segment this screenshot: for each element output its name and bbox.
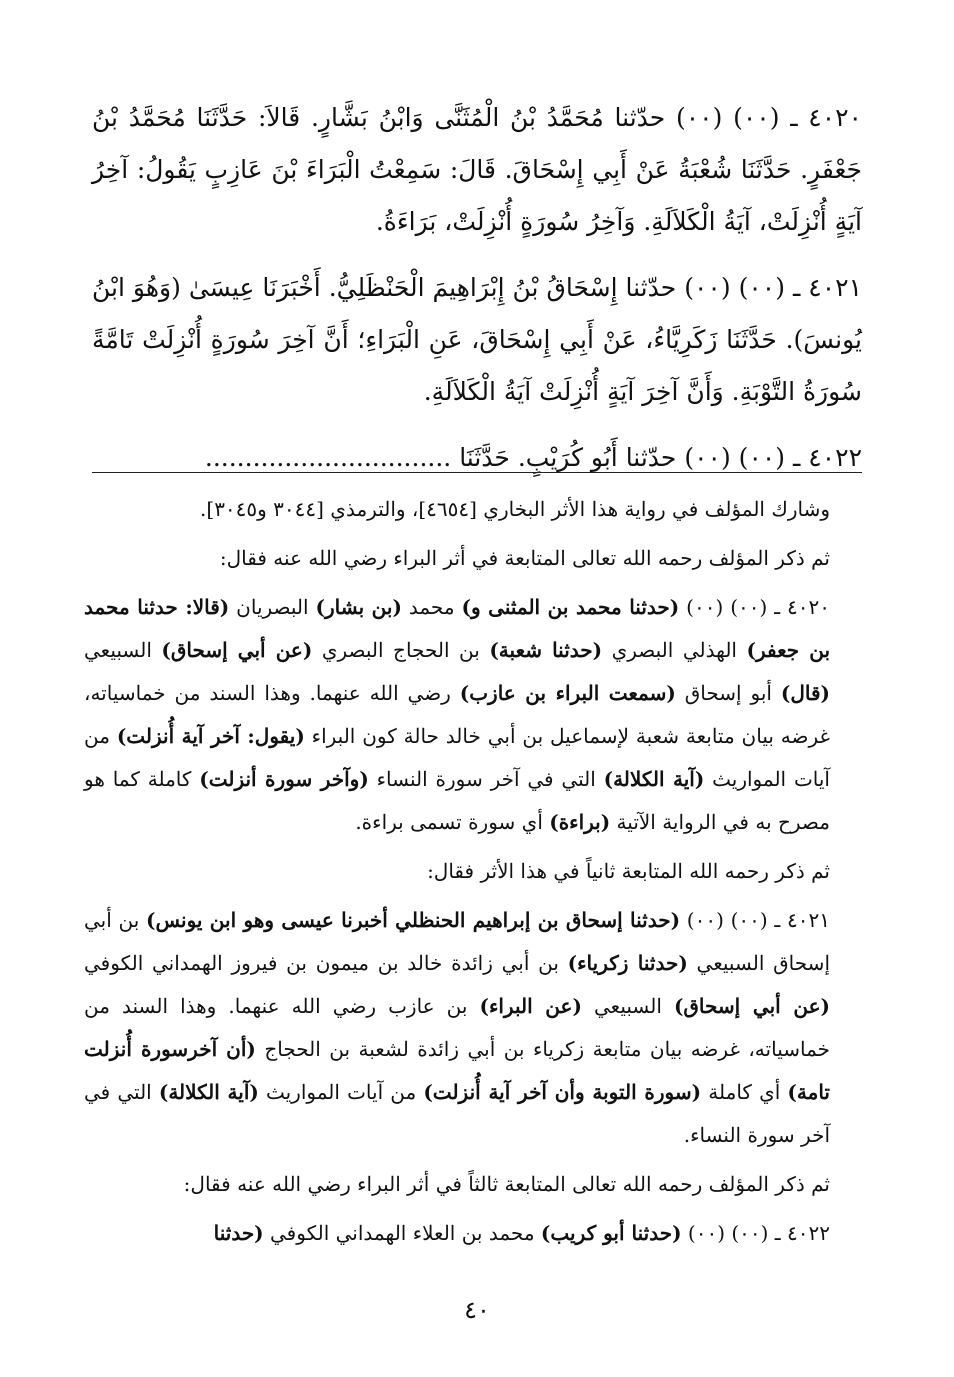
bold-run: (آية الكلالة)	[158, 1080, 259, 1104]
bold-run: (وآخر سورة أنزلت)	[199, 767, 369, 791]
text-run: ٤٠٢١ ـ (٠٠) (٠٠)	[680, 908, 830, 932]
commentary-section	[84, 488, 870, 1261]
hadith-4020	[92, 92, 862, 248]
text-run: محمد	[401, 595, 462, 619]
text-run: بن الحجاج البصري	[312, 638, 490, 662]
bold-run: (يقول: آخر آية أُنزلت)	[116, 724, 305, 748]
commentary-4020	[84, 586, 870, 844]
bold-run: (قال)	[780, 681, 830, 705]
commentary-heading: ثم ذكر المؤلف رحمه الله تعالى المتابعة في أثر البراء رضي الله عنه فقال:	[219, 546, 830, 570]
hadith-body: حدّثنا أَبُو كُرَيْبٍ. حَدَّثَنَا ...............................	[204, 443, 677, 472]
commentary-4021	[84, 899, 870, 1157]
text-run: بن أبي إسحاق السبيعي	[84, 908, 831, 975]
text-run: أي سورة تسمى براءة.	[355, 810, 550, 834]
text-run: التي في آخر سورة النساء	[368, 767, 604, 791]
text-run: السبيعي	[581, 994, 674, 1018]
text-run: أبو إسحاق	[675, 681, 781, 705]
hadith-body: حدّثنا مُحَمَّدُ بْنُ الْمُثَنَّى وَابْنُ بَشَّارٍ. قَالاَ: حَدَّثَنَا مُحَمَّدُ بْنُ جَعْفَرٍ. حَدَّثَنَا شُعْبَةُ عَنْ أَبِي إِسْحَاقَ. قَالَ: سَمِعْتُ الْبَرَاءَ بْنَ عَازِبٍ يَقُولُ: آخِرُ آيَةٍ أُنْزِلَتْ، آيَةُ الْكَلاَلَةِ. وَآخِرُ سُورَةٍ أُنْزِلَتْ، بَرَاءَةُ.	[92, 103, 862, 236]
text-run: ٤٠٢٢ ـ (٠٠) (٠٠)	[681, 1221, 830, 1245]
bold-run: (عن البراء)	[479, 994, 582, 1018]
bold-run: (عن أبي إسحاق)	[673, 994, 830, 1018]
text-run: أي كاملة	[701, 1080, 788, 1104]
text-run: بن عازب رضي الله عنهما. وهذا السند من خماسياته، غرضه بيان متابعة زكرياء بن أبي زائدة لشعبة بن الحجاج	[84, 994, 831, 1061]
hadith-4021	[92, 262, 862, 418]
text-run: من آيات المواريث	[84, 724, 830, 791]
hadith-number: ٤٠٢٠ ـ (٠٠) (٠٠)	[675, 103, 862, 132]
hadith-text-section	[92, 92, 862, 498]
bold-run: (حدثنا شعبة)	[489, 638, 603, 662]
text-run: السبيعي	[84, 638, 162, 662]
bold-run: (براءة)	[549, 810, 611, 834]
bold-run: (سمعت البراء بن عازب)	[459, 681, 676, 705]
hadith-4022	[92, 432, 862, 484]
commentary-4022	[84, 1212, 870, 1255]
text-run: محمد بن العلاء الهمداني الكوفي	[263, 1221, 541, 1245]
text-run: بن أبي زائدة خالد بن ميمون بن فيروز الهمداني الكوفي	[84, 951, 568, 975]
text-run: رضي الله عنهما. وهذا السند من خماسياته، غرضه بيان متابعة شعبة لإسماعيل بن أبي خالد حالة كون البراء	[84, 681, 830, 748]
bold-run: (حدثنا أبو كريب)	[540, 1221, 682, 1245]
bold-run: (سورة التوبة وأن آخر آية أُنزلت)	[423, 1080, 702, 1104]
bold-run: (حدثنا زكرياء)	[567, 951, 688, 975]
bold-run: (آية الكلالة)	[603, 767, 705, 791]
bold-run: (أن آخرسورة أُنزلت تامة)	[84, 1037, 830, 1104]
commentary-heading: ثم ذكر رحمه الله المتابعة ثانياً في هذا الأثر فقال:	[427, 859, 830, 883]
text-run: من آيات المواريث	[258, 1080, 424, 1104]
text-run: كاملة كما هو مصرح به في الرواية الآتية	[84, 767, 830, 834]
bold-run: (حدثنا	[213, 1221, 264, 1245]
hadith-number: ٤٠٢٢ ـ (٠٠) (٠٠)	[684, 443, 862, 472]
text-run: التي في آخر سورة النساء.	[84, 1080, 830, 1147]
bold-run: (عن أبي إسحاق)	[161, 638, 313, 662]
hadith-number: ٤٠٢١ ـ (٠٠) (٠٠)	[684, 273, 862, 302]
page-number: ٤٠	[464, 1296, 490, 1324]
text-run: الهذلي البصري	[602, 638, 747, 662]
section-divider	[92, 472, 862, 473]
text-run: ٤٠٢٠ ـ (٠٠) (٠٠)	[686, 595, 830, 619]
bold-run: (حدثنا محمد بن المثنى و)	[461, 595, 680, 619]
commentary-intro: وشارك المؤلف في رواية هذا الأثر البخاري [٤٦٥٤]، والترمذي [٣٠٤٤ و٣٠٤٥].	[200, 497, 830, 521]
commentary-heading: ثم ذكر المؤلف رحمه الله تعالى المتابعة ثالثاً في أثر البراء رضي الله عنه فقال:	[183, 1172, 830, 1196]
bold-run: (بن بشار)	[315, 595, 402, 619]
hadith-body: حدّثنا إِسْحَاقُ بْنُ إِبْرَاهِيمَ الْحَنْظَلِيُّ. أَخْبَرَنَا عِيسَىٰ (وَهُوَ ابْنُ يُونسَ). حَدَّثَنَا زَكَرِيَّاءُ، عَنْ أَبِي إِسْحَاقَ، عَنِ الْبَرَاءِ؛ أَنَّ آخِرَ سُورَةٍ أُنْزِلَتْ تَامَّةً سُورَةُ التَّوْبَةِ. وَأَنَّ آخِرَ آيَةٍ أُنْزِلَتْ آيَةُ الْكَلاَلَةِ.	[92, 273, 862, 406]
bold-run: (قالا: حدثنا محمد بن جعفر)	[84, 595, 831, 662]
text-run: البصريان	[229, 595, 316, 619]
bold-run: (حدثنا إسحاق بن إبراهيم الحنظلي أخبرنا عيسى وهو ابن يونس)	[146, 908, 681, 932]
